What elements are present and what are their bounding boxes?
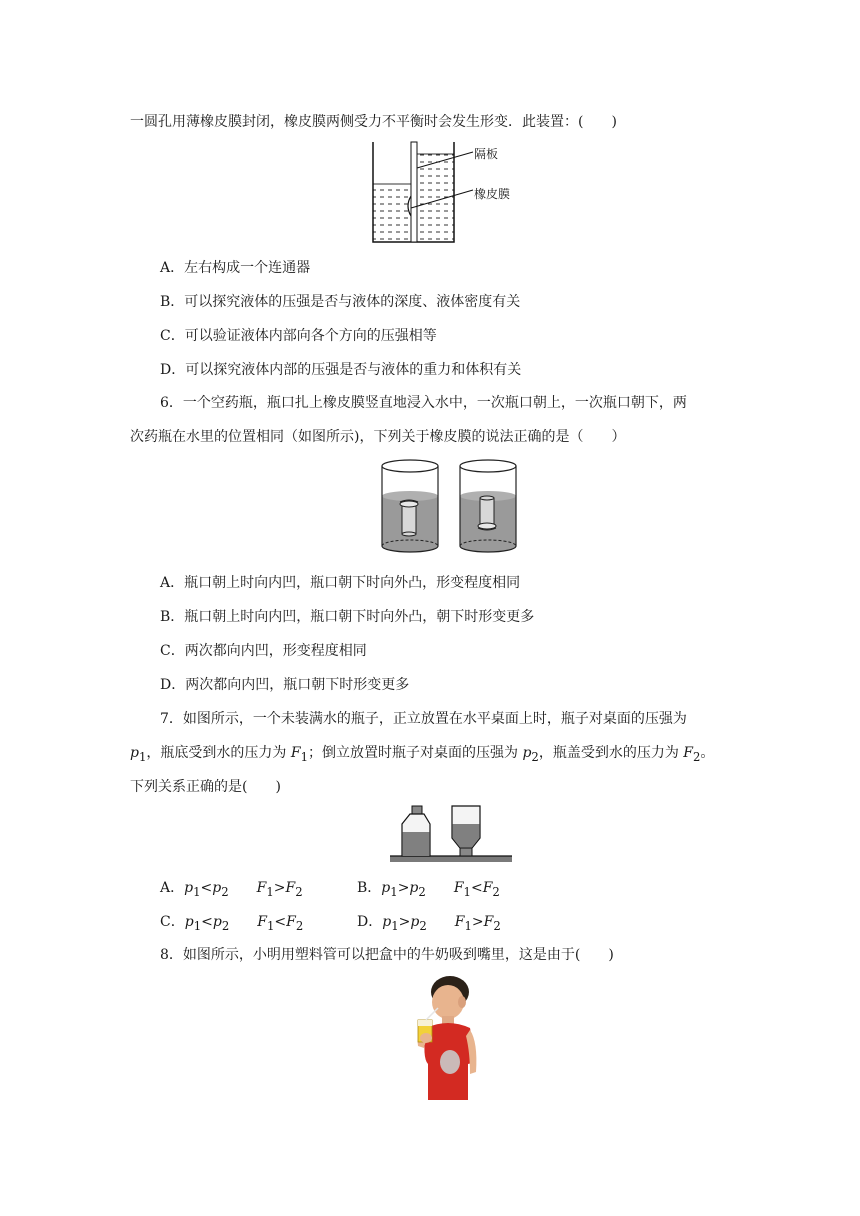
q7-stem-line2: $p_1$，瓶底受到水的压力为 $F_1$；倒立放置时瓶子对桌面的压强为 $p_2$，瓶盖受到水的压力为 $F_2$。	[130, 745, 715, 764]
q6-option-a: A．瓶口朝上时向内凹，瓶口朝下时向外凸，形变程度相同	[160, 575, 521, 591]
q5-option-d: D．可以探究液体内部的压强是否与液体的重力和体积有关	[160, 362, 522, 378]
q7-option-c: C．$p_1<p_2$ $F_1<F_2$	[160, 914, 304, 933]
q5-option-a: A．左右构成一个连通器	[160, 260, 311, 276]
q7-bottles-figure	[388, 802, 514, 866]
q7-option-b: B．$p_1>p_2$ $F_1<F_2$	[357, 880, 500, 899]
partition-label: 隔板	[474, 147, 499, 161]
q7-stem-line3: 下列关系正确的是( )	[130, 779, 281, 795]
q6-bottles-in-water-figure	[378, 458, 538, 558]
q6-stem-line1: 6．一个空药瓶，瓶口扎上橡皮膜竖直地浸入水中，一次瓶口朝上，一次瓶口朝下，两	[160, 395, 687, 411]
q6-option-c: C．两次都向内凹，形变程度相同	[160, 643, 367, 659]
q7-option-a: A．$p_1<p_2$ $F_1>F_2$	[160, 880, 303, 899]
q7-option-d: D．$p_1>p_2$ $F_1>F_2$	[357, 914, 501, 933]
q8-boy-drinking-milk-image	[404, 972, 484, 1106]
q6-option-d: D．两次都向内凹，瓶口朝下时形变更多	[160, 677, 410, 693]
membrane-label: 橡皮膜	[474, 187, 511, 201]
q8-stem: 8．如图所示，小明用塑料管可以把盒中的牛奶吸到嘴里，这是由于( )	[160, 947, 614, 963]
q7-stem-line1: 7．如图所示，一个未装满水的瓶子，正立放置在水平桌面上时，瓶子对桌面的压强为	[160, 711, 687, 727]
q5-option-b: B．可以探究液体的压强是否与液体的深度、液体密度有关	[160, 294, 521, 310]
q5-stem-tail: 一圆孔用薄橡皮膜封闭，橡皮膜两侧受力不平衡时会发生形变．此装置：( )	[130, 114, 617, 130]
q6-stem-line2: 次药瓶在水里的位置相同（如图所示)，下列关于橡皮膜的说法正确的是（ ）	[130, 429, 626, 445]
q5-option-c: C．可以验证液体内部向各个方向的压强相等	[160, 328, 437, 344]
q6-option-b: B．瓶口朝上时向内凹，瓶口朝下时向外凸，朝下时形变更多	[160, 609, 535, 625]
